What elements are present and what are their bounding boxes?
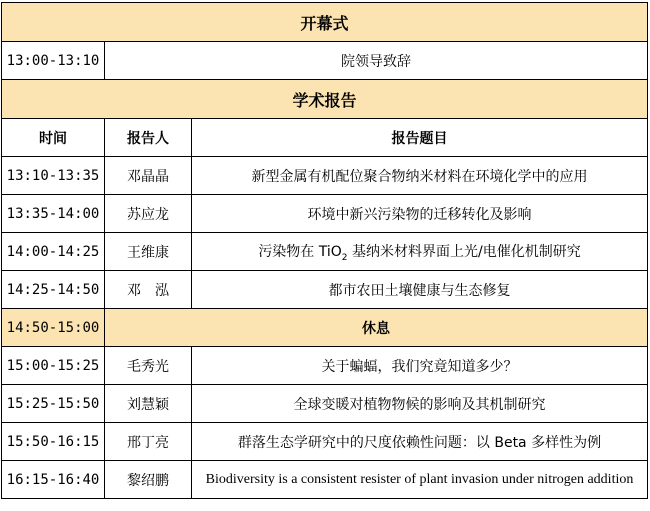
talk-speaker: 刘慧颖 bbox=[105, 385, 192, 423]
talk-topic-part-1: 污染物在 TiO bbox=[258, 243, 342, 260]
table-row bbox=[2, 461, 648, 499]
talk-speaker: 邢丁亮 bbox=[105, 423, 192, 461]
break-row bbox=[2, 309, 648, 347]
table-row bbox=[2, 233, 648, 271]
schedule-table bbox=[1, 2, 648, 499]
opening-item: 院领导致辞 bbox=[105, 42, 648, 80]
talk-speaker: 毛秀光 bbox=[105, 347, 192, 385]
talk-time: 15:25-15:50 bbox=[2, 385, 105, 423]
talk-time: 16:15-16:40 bbox=[2, 461, 105, 499]
talk-topic-part-2: 基纳米材料界面上光/电催化机制研究 bbox=[347, 243, 581, 260]
column-header-speaker: 报告人 bbox=[105, 119, 192, 157]
talk-topic: 环境中新兴污染物的迁移转化及影响 bbox=[192, 195, 648, 233]
table-row bbox=[2, 385, 648, 423]
talk-time: 13:10-13:35 bbox=[2, 157, 105, 195]
table-row bbox=[2, 195, 648, 233]
talk-speaker: 苏应龙 bbox=[105, 195, 192, 233]
talk-time: 13:35-14:00 bbox=[2, 195, 105, 233]
talk-topic: 都市农田土壤健康与生态修复 bbox=[192, 271, 648, 309]
talk-speaker: 黎绍鹏 bbox=[105, 461, 192, 499]
talk-topic: 群落生态学研究中的尺度依赖性问题：以 Beta 多样性为例 bbox=[192, 423, 648, 461]
table-row bbox=[2, 347, 648, 385]
talk-topic bbox=[192, 233, 648, 271]
opening-time: 13:00-13:10 bbox=[2, 42, 105, 80]
academic-section-header bbox=[2, 80, 648, 119]
column-header-topic: 报告题目 bbox=[192, 119, 648, 157]
talk-time: 15:00-15:25 bbox=[2, 347, 105, 385]
talk-topic: Biodiversity is a consistent resister of plant invasion under nitrogen addition bbox=[192, 461, 648, 499]
table-row bbox=[2, 271, 648, 309]
column-header-time: 时间 bbox=[2, 119, 105, 157]
talk-speaker: 邓晶晶 bbox=[105, 157, 192, 195]
talk-topic: 全球变暖对植物物候的影响及其机制研究 bbox=[192, 385, 648, 423]
break-label: 休息 bbox=[105, 309, 648, 347]
talk-time: 14:25-14:50 bbox=[2, 271, 105, 309]
opening-title: 开幕式 bbox=[2, 3, 648, 42]
talk-topic: 新型金属有机配位聚合物纳米材料在环境化学中的应用 bbox=[192, 157, 648, 195]
table-row bbox=[2, 157, 648, 195]
break-time: 14:50-15:00 bbox=[2, 309, 105, 347]
talk-time: 15:50-16:15 bbox=[2, 423, 105, 461]
talk-time: 14:00-14:25 bbox=[2, 233, 105, 271]
opening-section-header bbox=[2, 3, 648, 42]
column-header-row bbox=[2, 119, 648, 157]
talk-topic: 关于蝙蝠，我们究竟知道多少？ bbox=[192, 347, 648, 385]
table-row bbox=[2, 423, 648, 461]
opening-row bbox=[2, 42, 648, 80]
talk-speaker: 邓 泓 bbox=[105, 271, 192, 309]
talk-topic-subscript: 2 bbox=[341, 252, 348, 263]
academic-title: 学术报告 bbox=[2, 80, 648, 119]
talk-speaker: 王维康 bbox=[105, 233, 192, 271]
